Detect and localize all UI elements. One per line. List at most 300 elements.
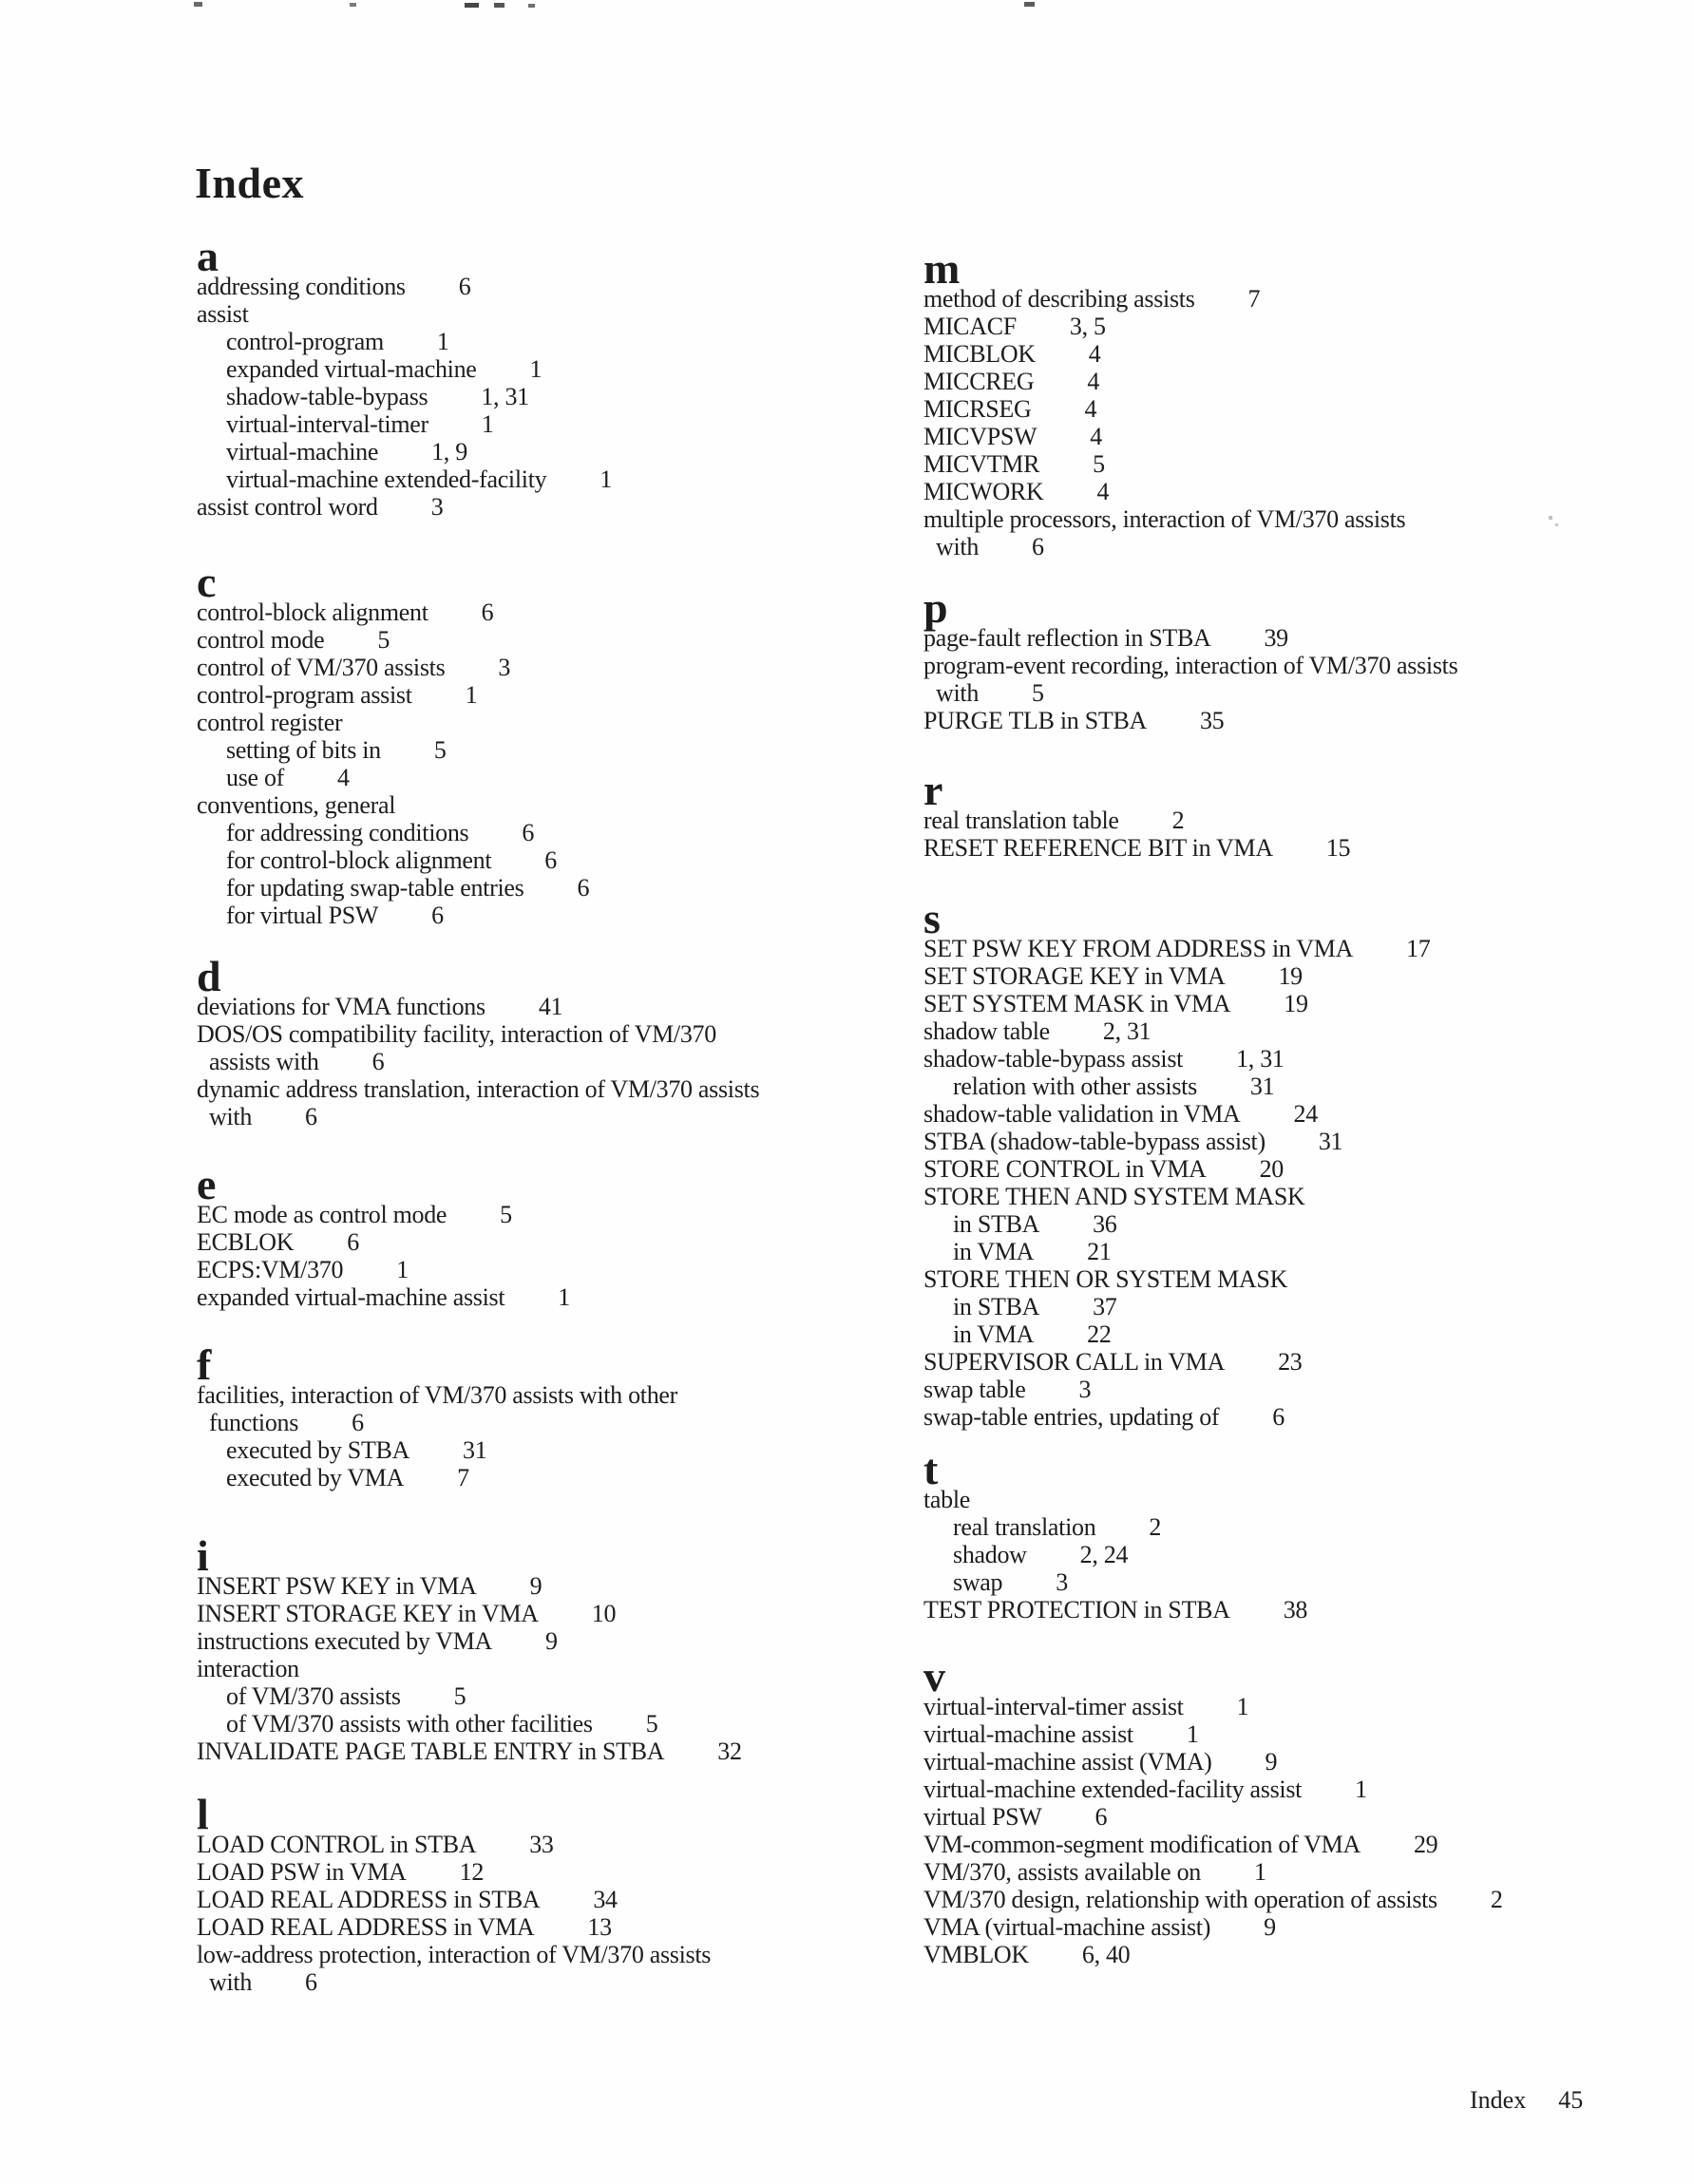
section-letter: m (923, 244, 961, 293)
entry-term: INVALIDATE PAGE TABLE ENTRY in STBA (197, 1738, 665, 1765)
entry-page-number: 5 (377, 626, 390, 654)
index-entry (923, 285, 1405, 313)
index-entry (923, 1100, 1430, 1128)
index-entry (923, 1886, 1503, 1913)
index-entry (923, 505, 1405, 533)
index-entry (197, 1710, 742, 1738)
index-section-l (197, 1790, 712, 1996)
index-entry (197, 736, 589, 764)
index-entry (923, 1941, 1503, 1968)
index-entry (923, 1128, 1430, 1155)
entry-term: control register (197, 709, 343, 736)
entry-term: virtual-interval-timer assist (923, 1693, 1184, 1720)
entry-page-number: 31 (1249, 1073, 1275, 1100)
entry-page-number: 6 (577, 874, 590, 902)
index-entry (197, 1886, 711, 1913)
entry-term: VM/370 design, relationship with operation of assists (923, 1886, 1437, 1913)
index-entry (197, 1627, 742, 1655)
index-section-r (923, 766, 1351, 862)
entry-page-number: 9 (529, 1572, 542, 1600)
entry-page-number: 1 (558, 1283, 570, 1311)
entry-page-number: 4 (1088, 340, 1101, 368)
entry-page-number: 1 (481, 410, 494, 438)
index-entry (197, 1381, 677, 1409)
entry-term: conventions, general (197, 791, 396, 819)
entry-page-number: 6 (371, 1048, 385, 1075)
entry-term: LOAD REAL ADDRESS in VMA (197, 1913, 535, 1941)
entry-term: shadow (953, 1541, 1027, 1568)
entry-term: in VMA (953, 1320, 1035, 1348)
entry-page-number: 41 (538, 993, 563, 1020)
entry-page-number: 5 (500, 1201, 512, 1228)
entry-page-number: 32 (717, 1738, 742, 1765)
section-letter: p (923, 583, 948, 632)
index-entry (923, 1748, 1503, 1776)
entry-term: with (936, 679, 980, 707)
index-entry (923, 624, 1457, 652)
index-section-s (923, 894, 1431, 1431)
entry-page-number: 39 (1264, 624, 1288, 652)
index-entry (923, 1265, 1430, 1293)
index-entry (923, 1913, 1503, 1941)
entry-page-number: 9 (545, 1627, 558, 1655)
entry-page-number: 2 (1171, 807, 1185, 834)
index-section-f (197, 1340, 678, 1491)
section-letter: f (197, 1340, 212, 1389)
index-entry (197, 1831, 711, 1858)
entry-term: executed by STBA (226, 1436, 410, 1464)
entry-term: assist control word (197, 493, 378, 521)
index-entry (197, 709, 589, 736)
index-entry (923, 679, 1457, 707)
entry-term: instructions executed by VMA (197, 1627, 493, 1655)
entry-term: interaction (197, 1655, 299, 1682)
entry-term: shadow-table-bypass (226, 383, 428, 410)
entry-term: virtual PSW (923, 1803, 1042, 1831)
index-entry (923, 1486, 1307, 1513)
entry-page-number: 29 (1413, 1831, 1438, 1858)
index-entry (923, 1017, 1430, 1045)
entry-page-number: 3 (1078, 1376, 1092, 1403)
entry-page-number: 7 (1247, 285, 1261, 313)
entry-term: of VM/370 assists (226, 1682, 401, 1710)
entry-page-number: 3 (498, 654, 511, 681)
entry-term: in STBA (953, 1210, 1040, 1238)
entry-term: in VMA (953, 1238, 1035, 1265)
index-entry (197, 273, 612, 300)
entry-page-number: 19 (1284, 990, 1308, 1017)
entry-term: shadow table (923, 1017, 1050, 1045)
index-entry (923, 707, 1457, 734)
entry-term: with (209, 1103, 253, 1130)
footer-page-number: 45 (1558, 2086, 1584, 2114)
entry-page-number: 37 (1093, 1293, 1117, 1320)
index-entry (923, 423, 1405, 450)
scan-artifact (194, 2, 202, 7)
index-entry (197, 1048, 759, 1075)
entry-term: MICVTMR (923, 450, 1040, 478)
index-entry (197, 328, 612, 355)
index-entry (923, 1073, 1430, 1100)
entry-term: control of VM/370 assists (197, 654, 446, 681)
entry-page-number: 22 (1087, 1320, 1112, 1348)
entry-term: expanded virtual-machine (226, 355, 477, 383)
index-entry (197, 1436, 677, 1464)
entry-page-number: 2, 31 (1102, 1017, 1152, 1045)
index-section-a (197, 232, 613, 521)
index-entry (197, 1020, 759, 1048)
entry-page-number: 1, 31 (1236, 1045, 1285, 1073)
entry-page-number: 17 (1406, 935, 1431, 962)
index-entry (197, 626, 589, 654)
entry-term: SET PSW KEY FROM ADDRESS in VMA (923, 935, 1354, 962)
entry-page-number: 4 (337, 764, 350, 791)
entry-page-number: 36 (1093, 1210, 1117, 1238)
index-entry (197, 598, 589, 626)
entry-term: addressing conditions (197, 273, 406, 300)
index-entry (923, 1776, 1503, 1803)
entry-page-number: 4 (1084, 395, 1097, 423)
entry-page-number: 3 (430, 493, 444, 521)
index-entry (197, 1283, 570, 1311)
entry-page-number: 3 (1056, 1568, 1068, 1596)
entry-page-number: 4 (1096, 478, 1110, 505)
entry-page-number: 1 (1186, 1720, 1199, 1748)
entry-term: virtual-machine extended-facility assist (923, 1776, 1303, 1803)
entry-page-number: 9 (1264, 1913, 1276, 1941)
entry-term: VM/370, assists available on (923, 1858, 1202, 1886)
entry-term: facilities, interaction of VM/370 assists with other (197, 1381, 678, 1409)
entry-page-number: 3, 5 (1069, 313, 1106, 340)
index-entry (197, 1103, 759, 1130)
index-entry (923, 1183, 1430, 1210)
entry-term: STORE THEN AND SYSTEM MASK (923, 1183, 1305, 1210)
entry-term: VMA (virtual-machine assist) (923, 1913, 1211, 1941)
entry-term: setting of bits in (226, 736, 381, 764)
entry-page-number: 15 (1325, 834, 1351, 862)
entry-term: multiple processors, interaction of VM/370 assists (923, 505, 1406, 533)
index-entry (197, 764, 589, 791)
index-entry (923, 1376, 1430, 1403)
entry-page-number: 35 (1199, 707, 1225, 734)
entry-term: STBA (shadow-table-bypass assist) (923, 1128, 1266, 1155)
index-entry (197, 681, 589, 709)
index-section-i (197, 1531, 742, 1765)
index-section-d (197, 952, 760, 1130)
entry-term: dynamic address translation, interaction of VM/370 assists (197, 1075, 760, 1103)
index-entry (923, 313, 1405, 340)
entry-page-number: 24 (1293, 1100, 1318, 1128)
entry-page-number: 2, 24 (1079, 1541, 1129, 1568)
entry-page-number: 13 (587, 1913, 612, 1941)
entry-page-number: 33 (529, 1831, 554, 1858)
index-entry (923, 935, 1430, 962)
index-entry (923, 1238, 1430, 1265)
index-entry (197, 1913, 711, 1941)
entry-page-number: 6 (522, 819, 535, 846)
entry-page-number: 31 (1318, 1128, 1343, 1155)
entry-page-number: 6 (352, 1409, 364, 1436)
entry-page-number: 10 (591, 1600, 617, 1627)
section-letter: a (197, 232, 219, 280)
entry-page-number: 5 (1032, 679, 1044, 707)
entry-page-number: 1 (600, 465, 613, 493)
index-entry (923, 340, 1405, 368)
scan-artifact (494, 3, 504, 8)
index-entry (923, 1293, 1430, 1320)
index-section-p (923, 583, 1458, 734)
index-entry (197, 846, 589, 874)
scan-artifact (528, 4, 535, 8)
index-entry (197, 1075, 759, 1103)
entry-page-number: 5 (433, 736, 447, 764)
entry-term: MICRSEG (923, 395, 1032, 423)
entry-page-number: 6 (1094, 1803, 1108, 1831)
entry-term: DOS/OS compatibility facility, interaction of VM/370 (197, 1020, 716, 1048)
index-entry (197, 1655, 742, 1682)
entry-page-number: 1, 9 (431, 438, 467, 465)
section-letter: s (923, 894, 941, 942)
entry-term: MICACF (923, 313, 1017, 340)
entry-page-number: 6 (1032, 533, 1044, 560)
entry-term: control-block alignment (197, 598, 428, 626)
entry-term: MICVPSW (923, 423, 1037, 450)
entry-page-number: 2 (1490, 1886, 1503, 1913)
index-entry (923, 1541, 1307, 1568)
entry-page-number: 6 (305, 1968, 317, 1996)
entry-page-number: 4 (1090, 423, 1102, 450)
entry-page-number: 5 (1093, 450, 1105, 478)
entry-term: executed by VMA (226, 1464, 405, 1491)
entry-term: VM-common-segment modification of VMA (923, 1831, 1361, 1858)
entry-term: expanded virtual-machine assist (197, 1283, 505, 1311)
entry-page-number: 21 (1087, 1238, 1112, 1265)
scan-artifact (1549, 516, 1552, 520)
index-entry (923, 1720, 1503, 1748)
entry-term: MICCREG (923, 368, 1035, 395)
section-letter: i (197, 1531, 209, 1580)
index-entry (197, 654, 589, 681)
page-footer (1470, 2086, 1583, 2114)
entry-term: functions (209, 1409, 299, 1436)
entry-term: for addressing conditions (226, 819, 469, 846)
entry-term: LOAD PSW in VMA (197, 1858, 407, 1886)
index-entry (197, 410, 612, 438)
entry-term: virtual-machine extended-facility (226, 465, 547, 493)
entry-term: of VM/370 assists with other facilities (226, 1710, 593, 1738)
entry-page-number: 6 (347, 1228, 359, 1256)
entry-term: TEST PROTECTION in STBA (923, 1596, 1230, 1624)
entry-term: control-program (226, 328, 384, 355)
index-entry (197, 465, 612, 493)
entry-page-number: 4 (1087, 368, 1100, 395)
entry-term: EC mode as control mode (197, 1201, 447, 1228)
entry-page-number: 7 (457, 1464, 469, 1491)
index-section-c (197, 558, 590, 929)
entry-term: program-event recording, interaction of VM/370 assists (923, 652, 1458, 679)
entry-page-number: 31 (463, 1436, 487, 1464)
entry-term: VMBLOK (923, 1941, 1029, 1968)
entry-term: SET STORAGE KEY in VMA (923, 962, 1226, 990)
entry-term: MICWORK (923, 478, 1044, 505)
scan-artifact (465, 3, 479, 8)
entry-page-number: 6 (458, 273, 471, 300)
entry-term: real translation (953, 1513, 1096, 1541)
entry-term: for control-block alignment (226, 846, 492, 874)
entry-term: use of (226, 764, 285, 791)
scan-artifact (350, 3, 356, 7)
index-entry (197, 493, 612, 521)
entry-term: method of describing assists (923, 285, 1195, 313)
index-entry (197, 819, 589, 846)
section-letter: r (923, 766, 943, 814)
index-entry (923, 1348, 1430, 1376)
index-entry (923, 1320, 1430, 1348)
index-entry (923, 368, 1405, 395)
entry-term: table (923, 1486, 971, 1513)
entry-page-number: 6 (431, 902, 444, 929)
index-entry (197, 993, 759, 1020)
entry-term: in STBA (953, 1293, 1040, 1320)
entry-page-number: 6 (544, 846, 557, 874)
index-section-m (923, 244, 1406, 560)
index-entry (197, 1858, 711, 1886)
entry-term: LOAD CONTROL in STBA (197, 1831, 477, 1858)
entry-term: ECPS:VM/370 (197, 1256, 344, 1283)
entry-term: SUPERVISOR CALL in VMA (923, 1348, 1226, 1376)
index-entry (923, 1210, 1430, 1238)
entry-page-number: 1, 31 (481, 383, 529, 410)
entry-term: PURGE TLB in STBA (923, 707, 1147, 734)
entry-term: SET SYSTEM MASK in VMA (923, 990, 1231, 1017)
entry-term: STORE THEN OR SYSTEM MASK (923, 1265, 1288, 1293)
index-entry (923, 1513, 1307, 1541)
entry-term: with (209, 1968, 253, 1996)
scan-artifact (1024, 2, 1035, 7)
index-entry (923, 1831, 1503, 1858)
index-entry (197, 1464, 677, 1491)
index-entry (923, 450, 1405, 478)
entry-term: for updating swap-table entries (226, 874, 524, 902)
entry-term: assist (197, 300, 249, 328)
entry-page-number: 6 (305, 1103, 317, 1130)
section-letter: v (923, 1652, 945, 1700)
index-entry (923, 990, 1430, 1017)
index-entry (197, 1572, 742, 1600)
index-entry (923, 478, 1405, 505)
index-entry (197, 383, 612, 410)
index-entry (923, 1693, 1503, 1720)
entry-page-number: 23 (1278, 1348, 1303, 1376)
index-entry (923, 1403, 1430, 1431)
entry-term: control-program assist (197, 681, 412, 709)
entry-page-number: 1 (1254, 1858, 1266, 1886)
index-entry (197, 1256, 570, 1283)
index-entry (197, 438, 612, 465)
entry-term: INSERT PSW KEY in VMA (197, 1572, 477, 1600)
entry-term: STORE CONTROL in VMA (923, 1155, 1207, 1183)
footer-label: Index (1470, 2086, 1527, 2114)
index-section-e (197, 1160, 570, 1311)
entry-term: real translation table (923, 807, 1119, 834)
entry-page-number: 19 (1278, 962, 1303, 990)
index-entry (197, 1409, 677, 1436)
index-section-t (923, 1445, 1308, 1624)
entry-term: for virtual PSW (226, 902, 379, 929)
section-letter: t (923, 1445, 939, 1493)
entry-term: control mode (197, 626, 325, 654)
index-section-v (923, 1652, 1503, 1968)
index-entry (197, 791, 589, 819)
entry-page-number: 1 (529, 355, 542, 383)
index-entry (197, 1968, 711, 1996)
index-entry (923, 962, 1430, 990)
entry-term: virtual-machine assist (VMA) (923, 1748, 1212, 1776)
entry-page-number: 34 (593, 1886, 618, 1913)
entry-term: RESET REFERENCE BIT in VMA (923, 834, 1273, 862)
section-letter: e (197, 1160, 217, 1208)
section-letter: l (197, 1790, 209, 1838)
entry-term: swap (953, 1568, 1003, 1596)
entry-term: INSERT STORAGE KEY in VMA (197, 1600, 539, 1627)
index-entry (923, 1568, 1307, 1596)
entry-page-number: 38 (1283, 1596, 1308, 1624)
entry-page-number: 1 (465, 681, 478, 709)
entry-term: virtual-machine (226, 438, 379, 465)
entry-page-number: 9 (1265, 1748, 1278, 1776)
entry-page-number: 6 (481, 598, 494, 626)
index-entry (923, 1858, 1503, 1886)
entry-page-number: 2 (1149, 1513, 1162, 1541)
entry-term: swap table (923, 1376, 1026, 1403)
entry-term: LOAD REAL ADDRESS in STBA (197, 1886, 541, 1913)
entry-term: assists with (209, 1048, 319, 1075)
index-entry (197, 1201, 570, 1228)
entry-page-number: 6 (1272, 1403, 1285, 1431)
entry-page-number: 1 (436, 328, 449, 355)
entry-term: shadow-table validation in VMA (923, 1100, 1241, 1128)
entry-term: swap-table entries, updating of (923, 1403, 1220, 1431)
entry-page-number: 1 (396, 1256, 409, 1283)
entry-term: relation with other assists (953, 1073, 1197, 1100)
index-entry (197, 1682, 742, 1710)
entry-term: shadow-table-bypass assist (923, 1045, 1184, 1073)
index-entry (923, 1596, 1307, 1624)
entry-term: virtual-interval-timer (226, 410, 428, 438)
entry-term: MICBLOK (923, 340, 1036, 368)
page-title: Index (195, 159, 304, 207)
index-entry (197, 1941, 711, 1968)
section-letter: c (197, 558, 217, 606)
entry-term: with (936, 533, 980, 560)
entry-page-number: 5 (453, 1682, 466, 1710)
index-entry (197, 300, 612, 328)
index-entry (923, 1045, 1430, 1073)
index-entry (923, 1155, 1430, 1183)
scan-artifact (1555, 523, 1558, 526)
entry-page-number: 20 (1259, 1155, 1285, 1183)
index-entry (197, 1600, 742, 1627)
index-entry (197, 1738, 742, 1765)
section-letter: d (197, 952, 221, 1000)
entry-term: virtual-machine assist (923, 1720, 1133, 1748)
index-entry (923, 834, 1350, 862)
index-entry (923, 1803, 1503, 1831)
entry-term: page-fault reflection in STBA (923, 624, 1211, 652)
index-entry (923, 807, 1350, 834)
index-entry (197, 355, 612, 383)
entry-page-number: 1 (1355, 1776, 1367, 1803)
